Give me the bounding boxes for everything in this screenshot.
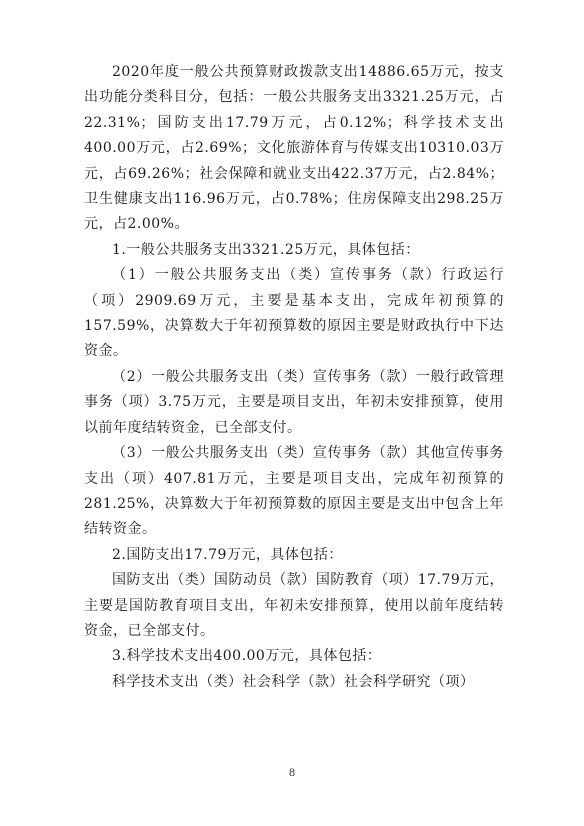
paragraph-summary: 2020年度一般公共预算财政拨款支出14886.65万元，按支出功能分类科目分，包括：一般公共服务支出3321.25万元，占22.31%；国防支出17.79万元，占0.12%；科学技术支出400.00万元，占2.69%；文化旅游体育与传媒支出10310.03万元，占69.26%；社会保障和就业支出422.37万元，占2.84%；卫生健康支出116.96万元，占0.78%；住房保障支出298.25万元，占2.00%。: [84, 64, 504, 233]
paragraph-social-science-research: 科学技术支出（类）社会科学（款）社会科学研究（项）: [112, 673, 475, 690]
heading-national-defense: 2.国防支出17.79万元，具体包括：: [112, 546, 343, 563]
heading-science-technology: 3.科学技术支出400.00万元，具体包括：: [112, 648, 382, 665]
page-number: 8: [288, 768, 296, 779]
body-text: [84, 60, 504, 695]
heading-general-public-services: 1.一般公共服务支出3321.25万元，具体包括：: [112, 241, 420, 258]
paragraph-item-3: （3）一般公共服务支出（类）宣传事务（款）其他宣传事务支出（项）407.81万元，主要是项目支出，完成年初预算的281.25%，决算数大于年初预算数的原因主要是支出中包含上年结转资金。: [84, 445, 504, 538]
paragraph-item-2: （2）一般公共服务支出（类）宣传事务（款）一般行政管理事务（项）3.75万元，主要是项目支出，年初未安排预算，使用以前年度结转资金，已全部支付。: [84, 368, 504, 436]
paragraph-item-1: （1）一般公共服务支出（类）宣传事务（款）行政运行（项）2909.69万元，主要是基本支出，完成年初预算的157.59%，决算数大于年初预算数的原因主要是财政执行中下达资金。: [84, 267, 504, 360]
paragraph-national-defense-education: 国防支出（类）国防动员（款）国防教育（项）17.79万元，主要是国防教育项目支出，年初未安排预算，使用以前年度结转资金，已全部支付。: [84, 572, 504, 639]
